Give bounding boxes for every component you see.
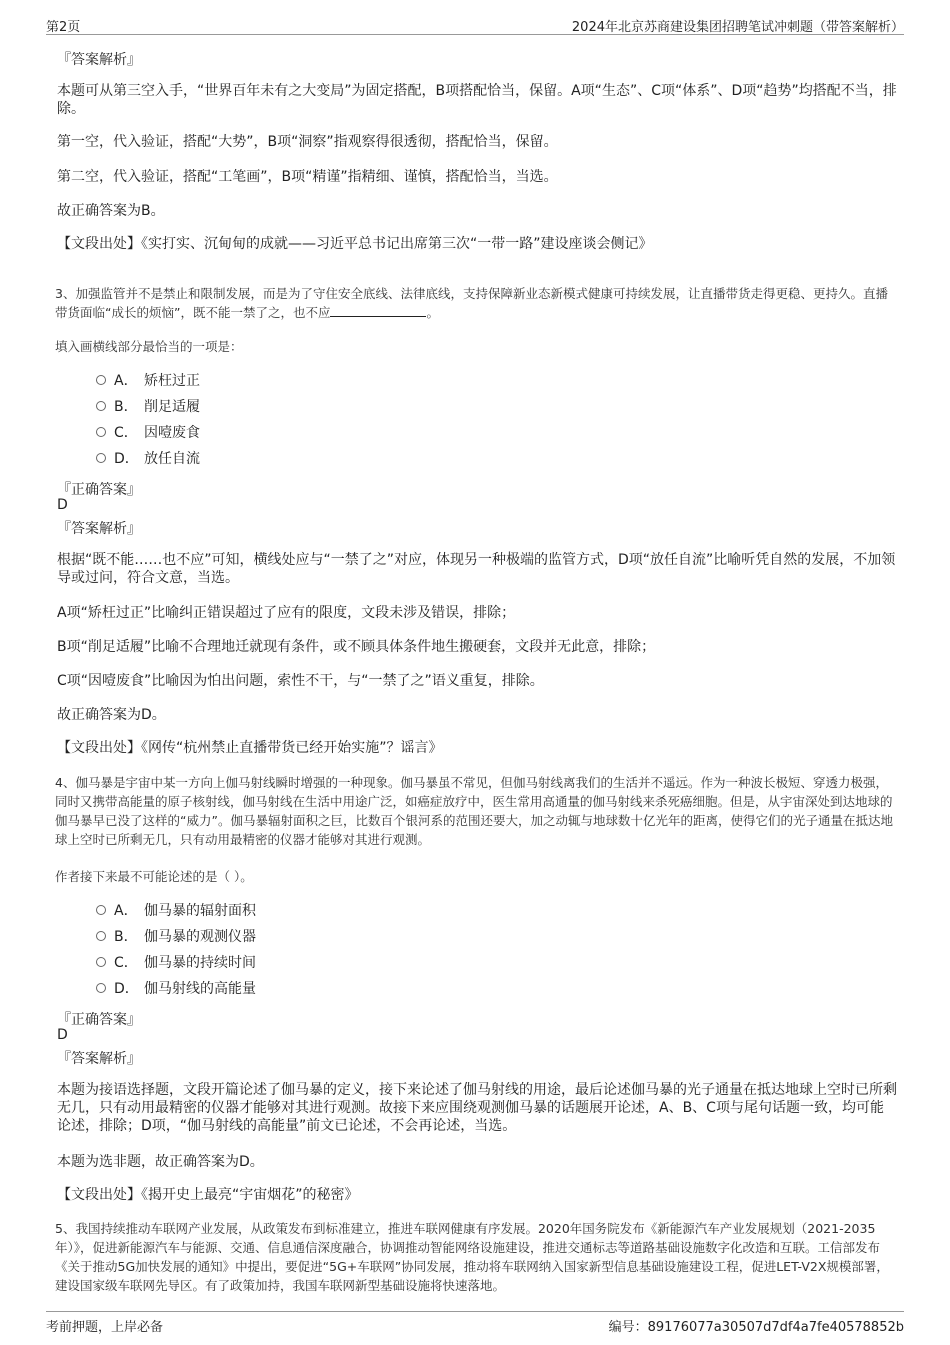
- q4-question: 4、伽马暴是宇宙中某一方向上伽马射线瞬时增强的一种现象。伽马暴虽不常见，但伽马射线离我们的生活并不遥远。作为一种波长极短、穿透力极强，同时又携带高能量的原子核射线，伽马射线在生活中用途广泛，如癌症放疗中，医生常用高通量的伽马射线来杀死癌细胞。但是，从宇宙深处到达地球的伽马暴早已没了这样的“威力”。伽马暴辐射面积之巨，比数百个银河系的范围还要大，加之动辄与地球数十亿光年的距离，使得它们的光子通量在抵达地球上空时已所剩无几，只有动用最精密的仪器才能够对其进行观测。: [55, 775, 893, 847]
- radio-icon[interactable]: [96, 983, 106, 993]
- document-id: 编号：89176077a30507d7df4a7fe40578852b: [608, 1320, 904, 1335]
- q4-analysis-para: 本题为接语选择题，文段开篇论述了伽马暴的定义，接下来论述了伽马射线的用途，最后论述伽马暴的光子通量在抵达地球上空时已所剩无几，只有动用最精密的仪器才能够对其进行观测。故接下来应围绕观测伽马暴的话题展开论述，A、B、C项与尾句话题一致，均可能论述，排除；D项，“伽马射线的高能量”前文已论述，不会再论述，当选。: [57, 1082, 897, 1134]
- page-header: [46, 14, 904, 35]
- radio-icon[interactable]: [96, 427, 106, 437]
- page-footer: [46, 1311, 904, 1336]
- q5-question: 5、我国持续推动车联网产业发展，从政策发布到标准建立，推进车联网健康有序发展。2020年国务院发布《新能源汽车产业发展规划（2021-2035年）》，促进新能源汽车与能源、交通、信息通信深度融合，协调推动智能网络设施建设，推进交通标志等道路基础设施数字化改造和互联。工信部发布《关于推动5G加快发展的通知》中提出，要促进“5G+车联网”协同发展，推动将车联网纳入国家新型信息基础设施建设工程，促进LET-V2X规模部署，建设国家级车联网先导区。有了政策加持，我国车联网新型基础设施将快速落地。: [55, 1221, 889, 1293]
- q2-analysis-para: 第二空，代入验证，搭配“工笔画”，B项“精谨”指精细、谨慎，搭配恰当，当选。: [57, 169, 558, 185]
- q3-answer-label: 『正确答案』: [57, 482, 141, 498]
- fill-blank: [330, 304, 426, 317]
- q3-analysis-para: C项“因噎废食”比喻因为怕出问题，索性不干，与“一禁了之”语义重复，排除。: [57, 673, 544, 689]
- radio-icon[interactable]: [96, 453, 106, 463]
- q3-question: 3、加强监管并不是禁止和限制发展，而是为了守住安全底线、法律底线，支持保障新业态新模式健康可持续发展，让直播带货走得更稳、更持久。直播带货面临“成长的烦恼”，既不能一禁了之，也不应 。: [55, 286, 888, 320]
- q3-option-d[interactable]: D． 放任自流: [96, 449, 200, 469]
- q4-analysis-label: 『答案解析』: [57, 1051, 141, 1067]
- q3-option-c[interactable]: C． 因噎废食: [96, 423, 200, 443]
- q4-option-c[interactable]: C． 伽马暴的持续时间: [96, 953, 256, 973]
- q2-source: 【文段出处】《实打实、沉甸甸的成就——习近平总书记出席第三次“一带一路”建设座谈会侧记》: [57, 236, 653, 252]
- q4-answer: D: [57, 1027, 68, 1043]
- q4-source: 【文段出处】《揭开史上最亮“宇宙烟花”的秘密》: [57, 1187, 359, 1203]
- q3-analysis-para: 故正确答案为D。: [57, 707, 166, 723]
- q2-analysis-para: 故正确答案为B。: [57, 203, 165, 219]
- radio-icon[interactable]: [96, 401, 106, 411]
- q3-analysis-para: 根据“既不能……也不应”可知，横线处应与“一禁了之”对应，体现另一种极端的监管方式，D项“放任自流”比喻听凭自然的发展，不加领导或过问，符合文意，当选。: [57, 552, 896, 586]
- footer-slogan: 考前押题，上岸必备: [46, 1320, 164, 1335]
- q3-analysis-para: A项“矫枉过正”比喻纠正错误超过了应有的限度，文段未涉及错误，排除；: [57, 605, 516, 621]
- page-number: 第2页: [46, 20, 81, 35]
- q3-analysis-label: 『答案解析』: [57, 521, 141, 537]
- q2-analysis-para: 第一空，代入验证，搭配“大势”，B项“洞察”指观察得很透彻，搭配恰当，保留。: [57, 134, 558, 150]
- radio-icon[interactable]: [96, 375, 106, 385]
- radio-icon[interactable]: [96, 931, 106, 941]
- q3-option-b[interactable]: B． 削足适履: [96, 397, 200, 417]
- q4-analysis-para: 本题为选非题，故正确答案为D。: [57, 1154, 264, 1170]
- q2-analysis-para: 本题可从第三空入手，“世界百年未有之大变局”为固定搭配，B项搭配恰当，保留。A项“生态”、C项“体系”、D项“趋势”均搭配不当，排除。: [57, 83, 897, 117]
- q4-answer-label: 『正确答案』: [57, 1012, 141, 1028]
- q3-stem: 填入画横线部分最恰当的一项是：: [55, 339, 243, 354]
- q3-analysis-para: B项“削足适履”比喻不合理地迁就现有条件，或不顾具体条件地生搬硬套，文段并无此意，排除；: [57, 639, 656, 655]
- radio-icon[interactable]: [96, 957, 106, 967]
- q4-option-a[interactable]: A． 伽马暴的辐射面积: [96, 901, 256, 921]
- q3-option-a[interactable]: A． 矫枉过正: [96, 371, 200, 391]
- q4-option-b[interactable]: B． 伽马暴的观测仪器: [96, 927, 256, 947]
- document-title: 2024年北京苏商建设集团招聘笔试冲刺题（带答案解析）: [571, 20, 904, 35]
- q2-analysis-label: 『答案解析』: [57, 52, 141, 68]
- q3-source: 【文段出处】《网传“杭州禁止直播带货已经开始实施”？谣言》: [57, 740, 443, 756]
- q4-stem: 作者接下来最不可能论述的是（ ）。: [55, 869, 253, 884]
- q4-option-d[interactable]: D． 伽马射线的高能量: [96, 979, 256, 999]
- radio-icon[interactable]: [96, 905, 106, 915]
- q3-answer: D: [57, 497, 68, 513]
